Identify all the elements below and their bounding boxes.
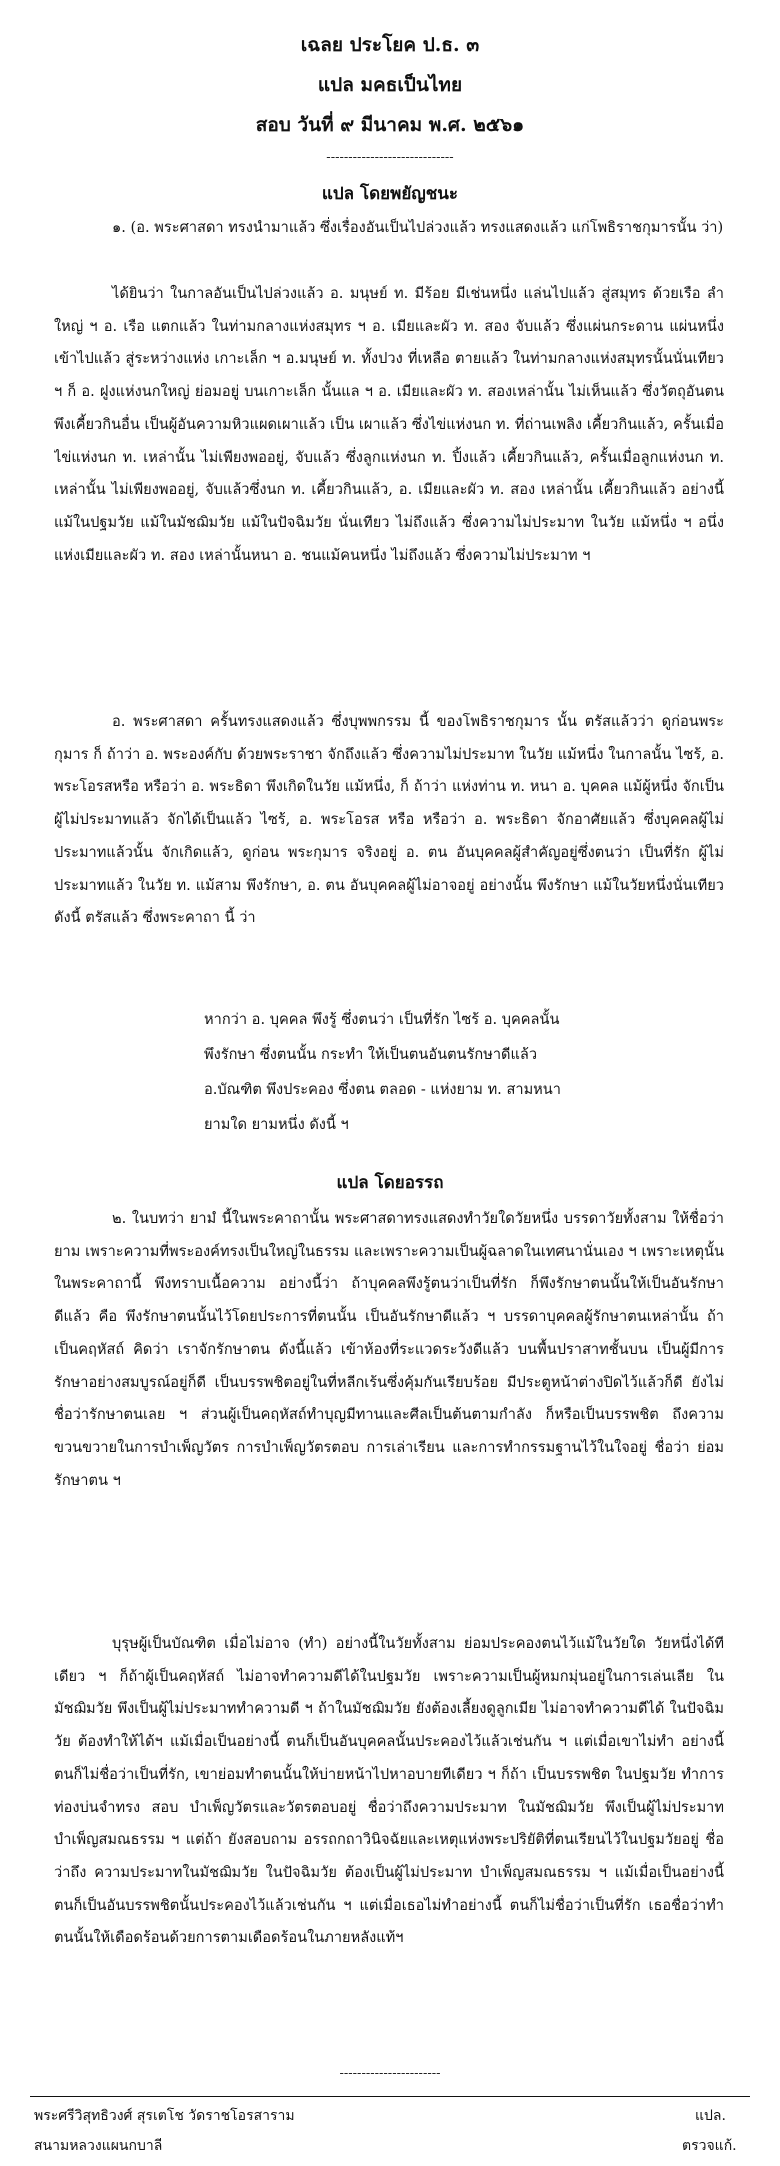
literal-paragraph-2: ได้ยินว่า ในกาลอันเป็นไปล่วงแล้ว อ. มนุษย์ ท. มีร้อย มีเช่นหนึ่ง แล่นไปแล้ว สู่สมุทร ด้วยเรือ ลำใหญ่ ฯ อ. เรือ แตกแล้ว ในท่ามกลางแห่งสมุทร ฯ อ. เมียและผัว ท. สอง จับแล้ว ซึ่งแผ่นกระดาน แผ่นหนึ่ง เข้าไปแล้ว สู่ระหว่างแห่ง เกาะเล็ก ฯ อ.มนุษย์ ท. ทั้งปวง ที่เหลือ ตายแล้ว ในท่ามกลางแห่งสมุทรนั้นนั่นเทียว ฯ ก็ อ. ฝูงแห่งนกใหญ่ ย่อมอยู่ บนเกาะเล็ก นั้นแล ฯ อ. เมียและผัว ท. สองเหล่านั้น ไม่เห็นแล้ว ซึ่งวัตถุอันตนพึงเคี้ยวกินอื่น เป็นผู้อันความหิวแผดเผาแล้ว เป็น เผาแล้ว ซึ่งไข่แห่งนก ท. ที่ถ่านเพลิง เคี้ยวกินแล้ว, ครั้นเมื่อไข่แห่งนก ท. เหล่านั้น ไม่เพียงพออยู่, จับแล้ว ซึ่งลูกแห่งนก ท. ปิ้งแล้ว เคี้ยวกินแล้ว, ครั้นเมื่อลูกแห่งนก ท. เหล่านั้น ไม่เพียงพออยู่, จับแล้วซึ่งนก ท. เคี้ยวกินแล้ว, อ. เมียและผัว ท. สอง เหล่านั้น เคี้ยวกินแล้ว อย่างนี้ แม้ในปฐมวัย แม้ในมัชฌิมวัย แม้ในปัจฉิมวัย นั่นเทียว ไม่ถึงแล้ว ซึ่งความไม่ประมาท ในวัย แม้หนึ่ง ฯ อนึ่ง แห่งเมียและผัว ท. สอง เหล่านั้นหนา อ. ชนแม้คนหนึ่ง ไม่ถึงแล้ว ซึ่งความไม่ประมาท ฯ (54, 285, 724, 564)
translator-role: แปล. (695, 2108, 726, 2124)
translator-name: พระศรีวิสุทธิวงศ์ สุรเตโช วัดราชโอรสาราม (34, 2108, 295, 2124)
section-literal-title: แปล โดยพยัญชนะ (321, 184, 459, 204)
meaning-paragraph-1: ๒. ในบทว่า ยามํ นี้ในพระคาถานั้น พระศาสดาทรงแสดงทำวัยใดวัยหนึ่ง บรรดาวัยทั้งสาม ให้ชื่อว่า ยาม เพราะความที่พระองค์ทรงเป็นใหญ่ในธรรม และเพราะความเป็นผู้ฉลาดในเทศนานั่นเอง ฯ เพราะเหตุนั้น ในพระคาถานี้ พึงทราบเนื้อความ อย่างนี้ว่า ถ้าบุคคลพึงรู้ตนว่าเป็นที่รัก ก็พึงรักษาตนนั้นให้เป็นอันรักษาดีแล้ว คือ พึงรักษาตนนั้นไว้โดยประการที่ตนนั้น เป็นอันรักษาดีแล้ว ฯ บรรดาบุคคลผู้รักษาตนเหล่านั้น ถ้าเป็นคฤหัสถ์ คิดว่า เราจักรักษาตน ดังนี้แล้ว เข้าห้องที่ระแวดระวังดีแล้ว บนพื้นปราสาทชั้นบน เป็นผู้มีการรักษาอย่างสมบูรณ์อยู่ก็ดี เป็นบรรพชิตอยู่ในที่หลีกเร้นซึ่งคุ้มกันเรียบร้อย มีประตูหน้าต่างปิดไว้แล้วก็ดี ยังไม่ชื่อว่ารักษาตนเลย ฯ ส่วนผู้เป็นคฤหัสถ์ทำบุญมีทานและศีลเป็นต้นตามกำลัง ก็หรือเป็นบรรพชิต ถึงความขวนขวายในการบำเพ็ญวัตร การบำเพ็ญวัตรตอบ การเล่าเรียน และการทำกรรมฐานไว้ในใจอยู่ ชื่อว่า ย่อมรักษาตน ฯ (54, 1210, 724, 1489)
exam-title: เฉลย ประโยค ป.ธ. ๓ (300, 34, 480, 56)
literal-paragraph-1: ๑. (อ. พระศาสดา ทรงนำมาแล้ว ซึ่งเรื่องอันเป็นไปล่วงแล้ว ทรงแสดงแล้ว แก่โพธิราชกุมารนั้น ว่า) (112, 219, 724, 236)
header-divider: ----------------------------- (326, 150, 454, 165)
footer-rule (30, 2096, 750, 2097)
end-divider: ----------------------- (339, 2066, 441, 2081)
exam-date: สอบ วันที่ ๙ มีนาคม พ.ศ. ๒๕๖๑ (255, 114, 525, 136)
reviewer-role: ตรวจแก้. (682, 2138, 737, 2154)
verse-line: หากว่า อ. บุคคล พึงรู้ ซึ่งตนว่า เป็นที่รัก ไซร้ อ. บุคคลนั้น (204, 1011, 560, 1028)
reviewer-name: สนามหลวงแผนกบาลี (34, 2138, 163, 2154)
verse-line: ยามใด ยามหนึ่ง ดังนี้ ฯ (204, 1116, 349, 1133)
meaning-paragraph-2: บุรุษผู้เป็นบัณฑิต เมื่อไม่อาจ (ทำ) อย่างนี้ในวัยทั้งสาม ย่อมประคองตนไว้แม้ในวัยใด วัยหนึ่งได้ทีเดียว ฯ ก็ถ้าผู้เป็นคฤหัสถ์ ไม่อาจทำความดีได้ในปฐมวัย เพราะความเป็นผู้หมกมุ่นอยู่ในการเล่นเลีย ในมัชฌิมวัย พึงเป็นผู้ไม่ประมาททำความดี ฯ ถ้าในมัชฌิมวัย ยังต้องเลี้ยงดูลูกเมีย ไม่อาจทำความดีได้ ในปัจฉิมวัย ต้องทำให้ได้ฯ แม้เมื่อเป็นอย่างนี้ ตนก็เป็นอันบุคคลนั้นประคองไว้แล้วเช่นกัน ฯ แต่เมื่อเขาไม่ทำ อย่างนี้ ตนก็ไม่ชื่อว่าเป็นที่รัก, เขาย่อมทำตนนั้นให้บ่ายหน้าไปหาอบายทีเดียว ฯ ก็ถ้า เป็นบรรพชิต ในปฐมวัย ทำการท่องบ่นจำทรง สอบ บำเพ็ญวัตรและวัตรตอบอยู่ ชื่อว่าถึงความประมาท ในมัชฌิมวัย พึงเป็นผู้ไม่ประมาท บำเพ็ญสมณธรรม ฯ แต่ถ้า ยังสอบถาม อรรถกถาวินิจฉัยและเหตุแห่งพระปริยัติที่ตนเรียนไว้ในปฐมวัยอยู่ ชื่อว่าถึง ความประมาทในมัชฌิมวัย ในปัจฉิมวัย ต้องเป็นผู้ไม่ประมาท บำเพ็ญสมณธรรม ฯ แม้เมื่อเป็นอย่างนี้ ตนก็เป็นอันบรรพชิตนั้นประคองไว้แล้วเช่นกัน ฯ แต่เมื่อเธอไม่ทำอย่างนี้ ตนก็ไม่ชื่อว่าเป็นที่รัก เธอชื่อว่าทำตนนั้นให้เดือดร้อนด้วยการตามเดือดร้อนในภายหลังแท้ฯ (54, 1635, 724, 1947)
gatha-verse (204, 1002, 684, 1142)
exam-subtitle: แปล มคธเป็นไทย (317, 74, 463, 96)
verse-line: พึงรักษา ซึ่งตนนั้น กระทำ ให้เป็นตนอันตนรักษาดีแล้ว (204, 1046, 538, 1063)
literal-paragraph-3: อ. พระศาสดา ครั้นทรงแสดงแล้ว ซึ่งบุพพกรรม นี้ ของโพธิราชกุมาร นั้น ตรัสแล้วว่า ดูก่อนพระกุมาร ก็ ถ้าว่า อ. พระองค์กับ ด้วยพระราชา จักถึงแล้ว ซึ่งความไม่ประมาท ในวัย แม้หนึ่ง ในกาลนั้น ไซร้, อ. พระโอรสหรือ หรือว่า อ. พระธิดา พึงเกิดในวัย แม้หนึ่ง, ก็ ถ้าว่า แห่งท่าน ท. หนา อ. บุคคล แม้ผู้หนึ่ง จักเป็น ผู้ไม่ประมาทแล้ว จักได้เป็นแล้ว ไซร้, อ. พระโอรส หรือ หรือว่า อ. พระธิดา จักอาศัยแล้ว ซึ่งบุคคลผู้ไม่ประมาทแล้วนั้น จักเกิดแล้ว, ดูก่อน พระกุมาร จริงอยู่ อ. ตน อันบุคคลผู้สำคัญอยู่ซึ่งตนว่า เป็นที่รัก ผู้ไม่ประมาทแล้ว ในวัย ท. แม้สาม พึงรักษา, อ. ตน อันบุคคลผู้ไม่อาจอยู่ อย่างนั้น พึงรักษา แม้ในวัยหนึ่งนั่นเทียว ดังนี้ ตรัสแล้ว ซึ่งพระคาถา นี้ ว่า (54, 713, 724, 927)
section-meaning-title: แปล โดยอรรถ (336, 1173, 444, 1193)
verse-line: อ.บัณฑิต พึงประคอง ซึ่งตน ตลอด - แห่งยาม ท. สามหนา (204, 1081, 561, 1098)
